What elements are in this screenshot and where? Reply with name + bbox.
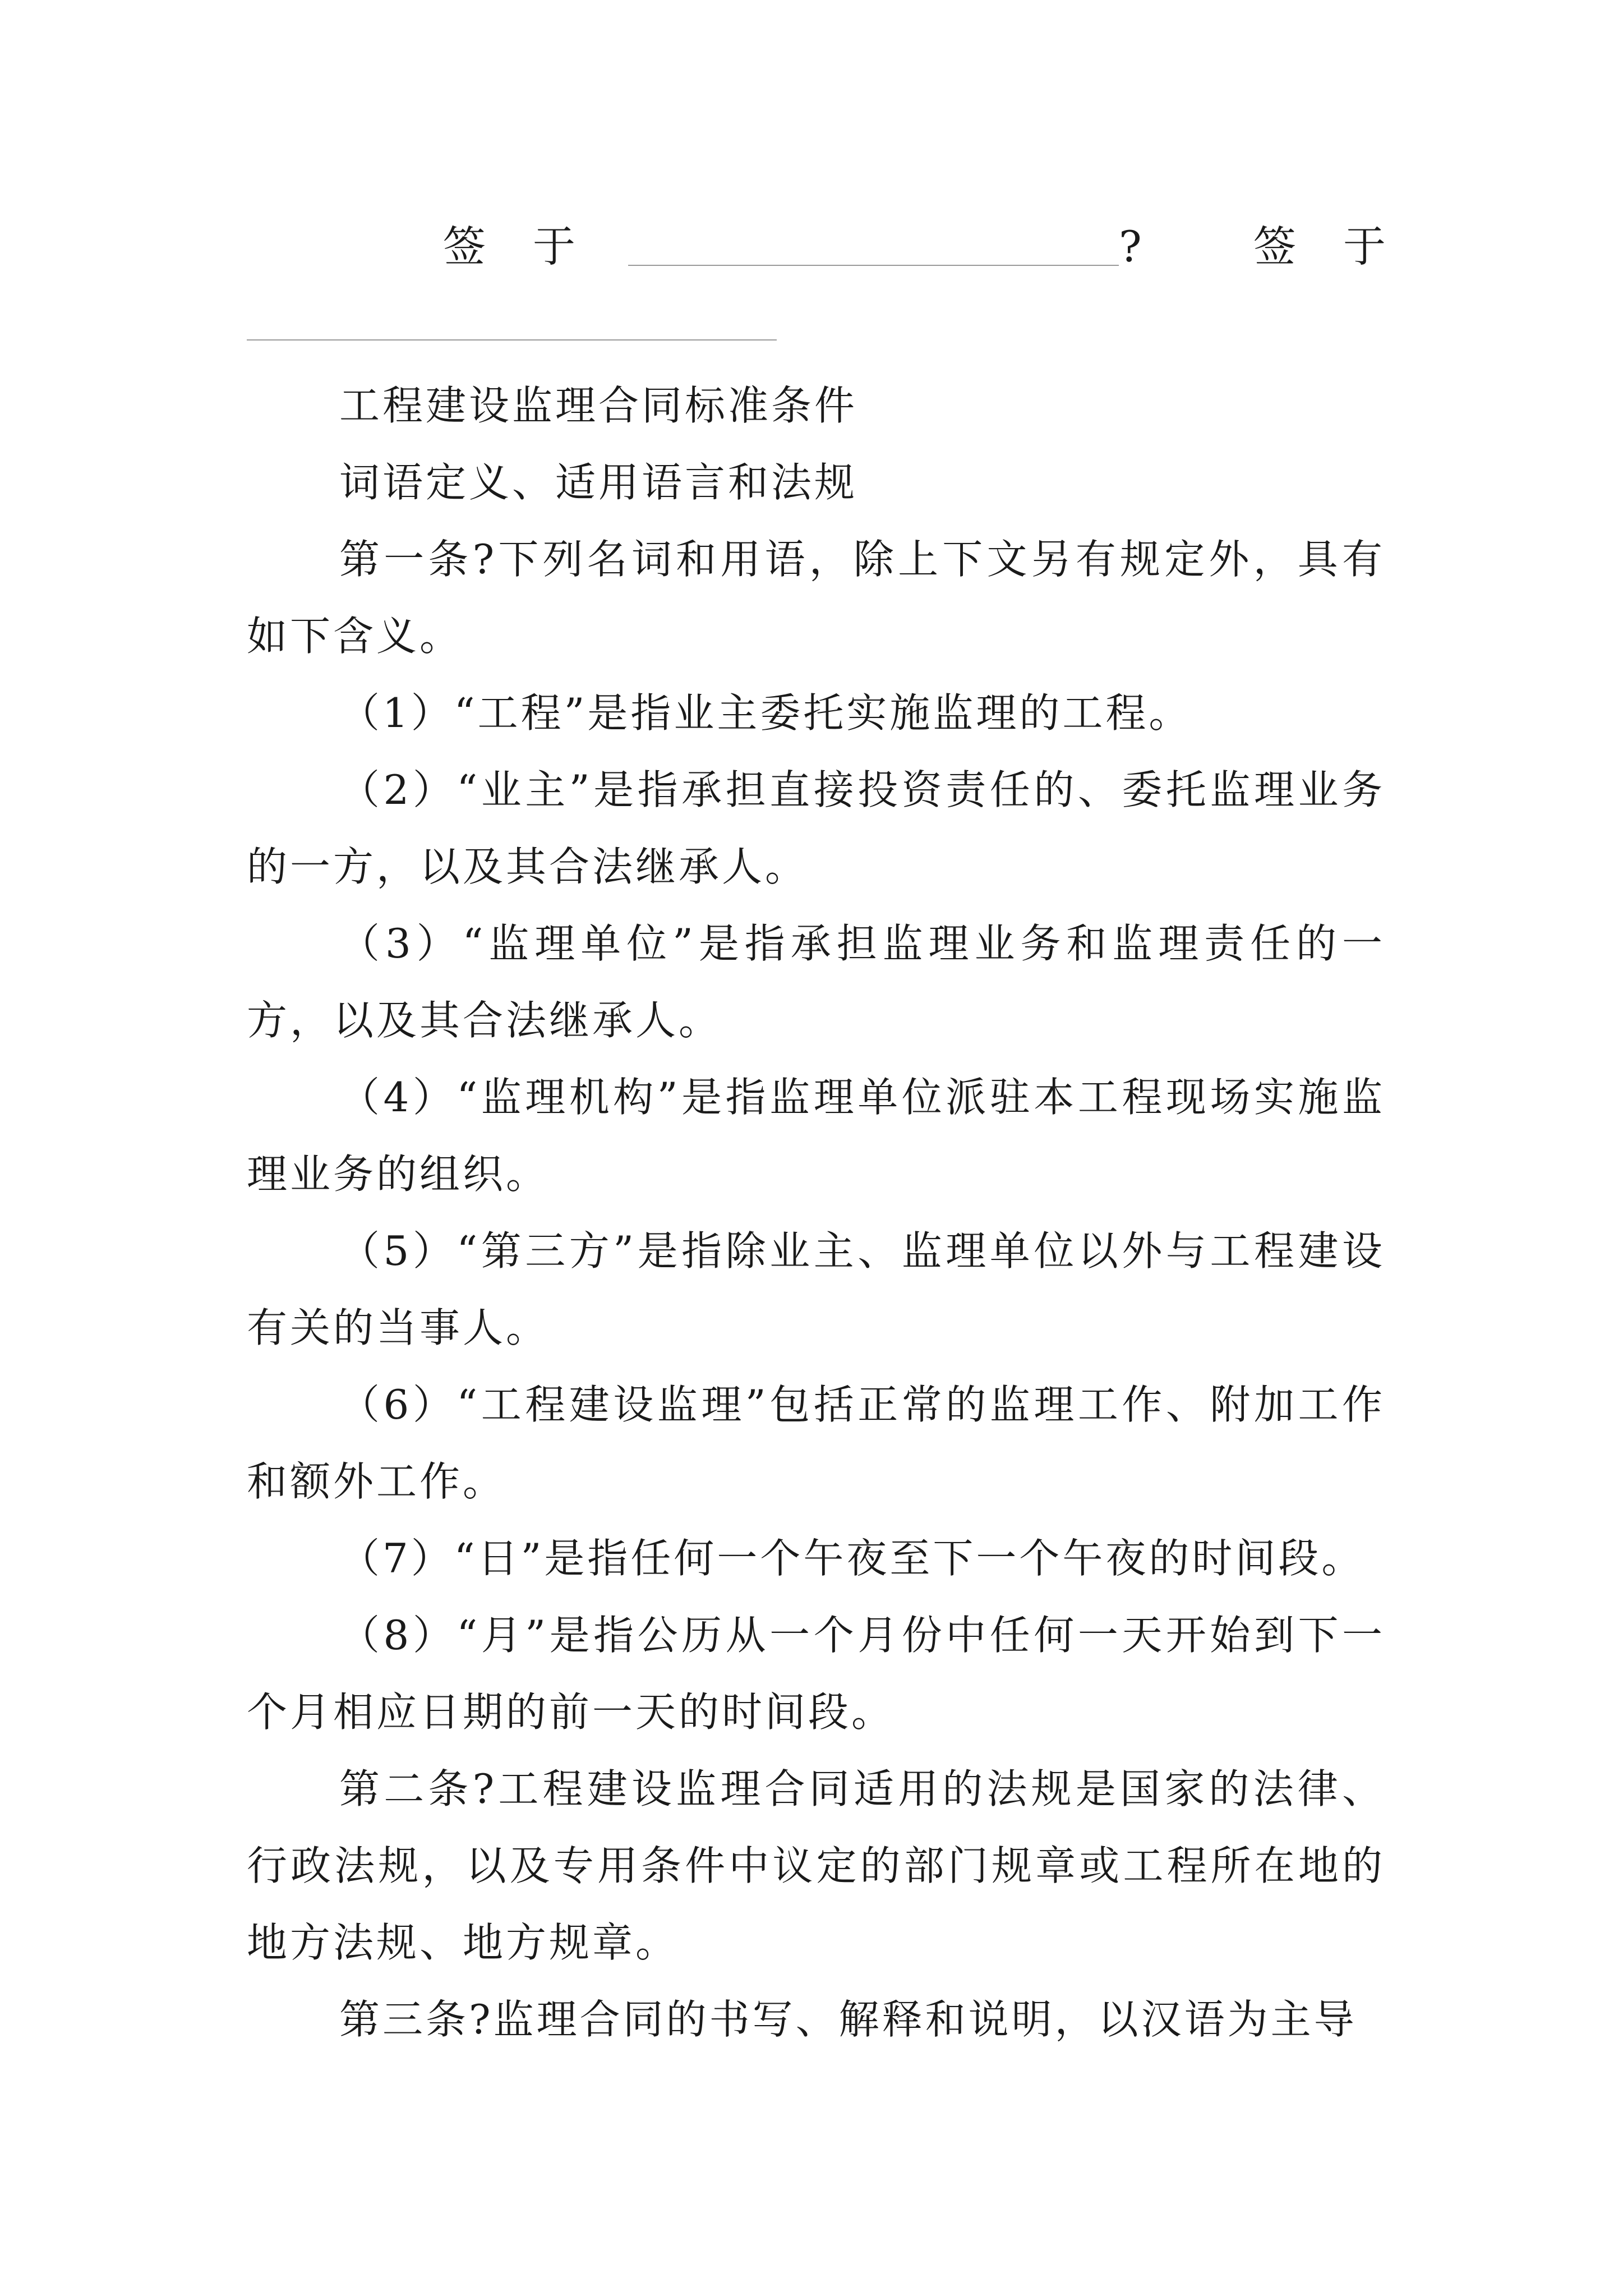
- definition-4: （4）“监理机构”是指监理单位派驻本工程现场实施监理业务的组织。: [247, 1074, 1385, 1198]
- definition-6: （6）“工程建设监理”包括正常的监理工作、附加工作和额外工作。: [247, 1381, 1385, 1505]
- definition-7: （7）“日”是指任何一个午夜至下一个午夜的时间段。: [339, 1535, 1365, 1582]
- article-2: 第二条?工程建设监理合同适用的法规是国家的法律、行政法规，以及专用条件中议定的部门规章或工程所在地的地方法规、地方规章。: [247, 1765, 1385, 1966]
- signed-at-label-1: 签于: [443, 222, 623, 272]
- signature-question-mark: ?: [1119, 222, 1142, 272]
- definition-3: （3）“监理单位”是指承担监理业务和监理责任的一方，以及其合法继承人。: [247, 920, 1385, 1044]
- definition-1: （1）“工程”是指业主委托实施监理的工程。: [339, 689, 1192, 737]
- definition-8: （8）“月”是指公历从一个月份中任何一天开始到下一个月相应日期的前一天的时间段。: [247, 1612, 1385, 1736]
- signed-at-blank-2: [247, 339, 777, 341]
- signature-row: [0, 213, 1623, 280]
- definition-5: （5）“第三方”是指除业主、监理单位以外与工程建设有关的当事人。: [247, 1227, 1385, 1351]
- signed-at-blank-1: [628, 265, 1119, 266]
- section-title: 工程建设监理合同标准条件: [339, 382, 858, 429]
- article-3: 第三条?监理合同的书写、解释和说明，以汉语为主导: [339, 1996, 1357, 2043]
- section-subtitle: 词语定义、适用语言和法规: [339, 459, 858, 506]
- article-1: 第一条?下列名词和用语，除上下文另有规定外，具有如下含义。: [247, 536, 1385, 660]
- definition-2: （2）“业主”是指承担直接投资责任的、委托监理业务的一方，以及其合法继承人。: [247, 766, 1385, 890]
- contract-body: [247, 367, 1385, 2058]
- signed-at-label-2: 签于: [1253, 222, 1433, 272]
